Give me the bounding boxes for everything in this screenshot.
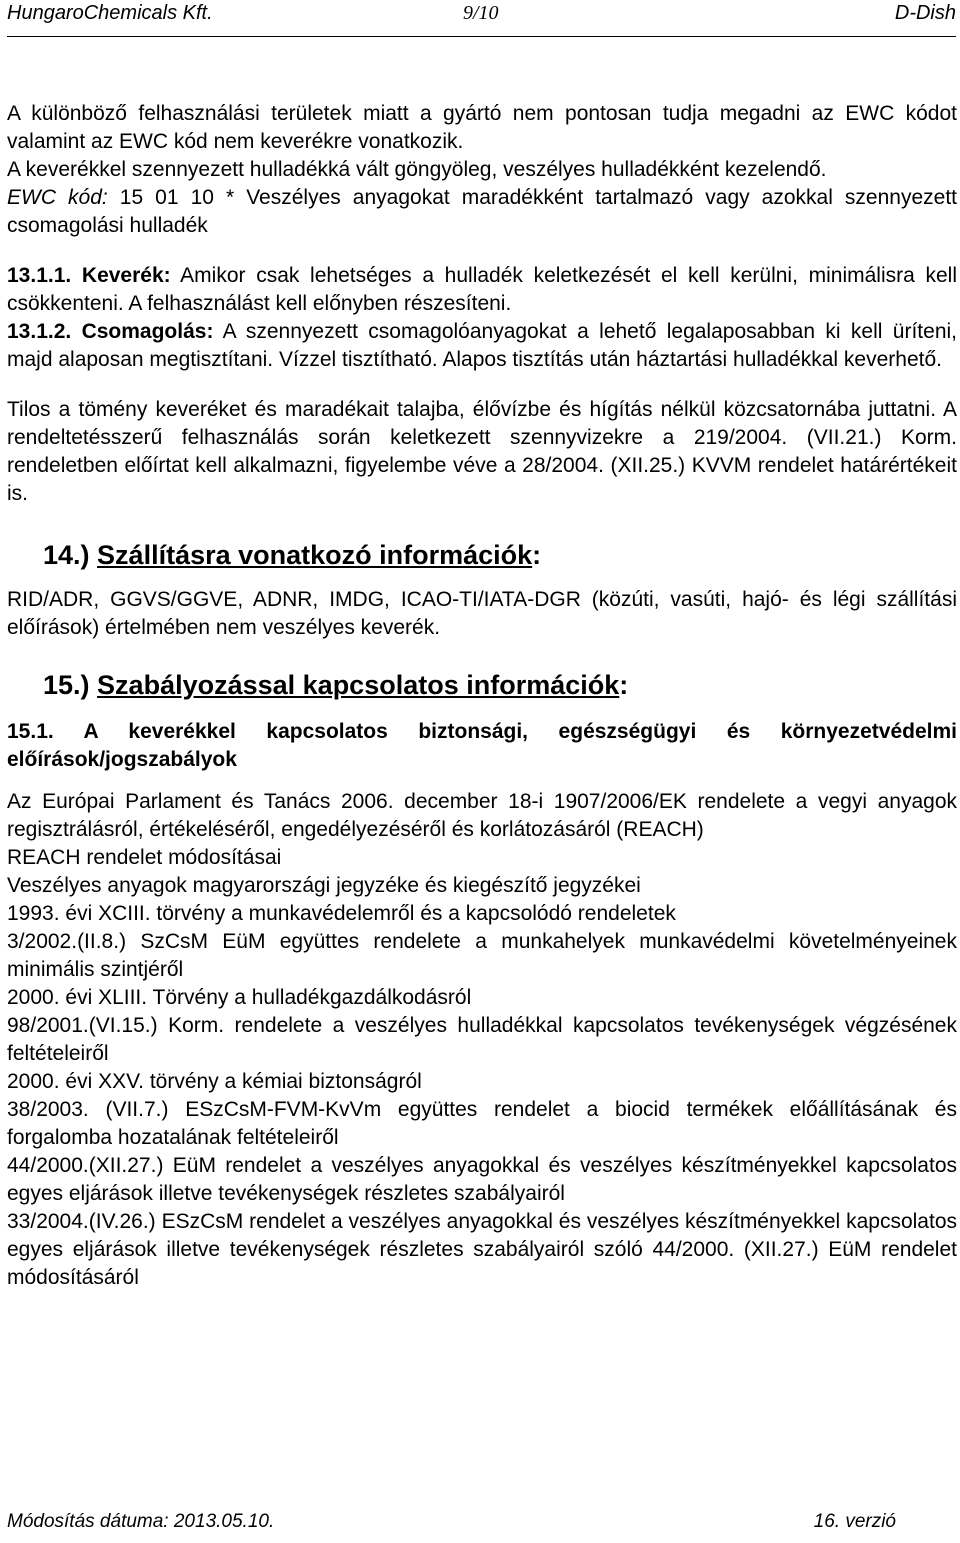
section-14-number: 14.) (43, 540, 90, 570)
page-header (7, 0, 956, 37)
section-15-colon: : (619, 670, 629, 700)
ewc-code-text: 15 01 10 * Veszélyes anyagokat maradékként tartalmazó vagy azokkal szennyezett csomagolási hulladék (7, 186, 957, 237)
section-14-heading (43, 538, 957, 572)
paragraph-ewc-code (7, 184, 957, 240)
section-14-colon: : (532, 540, 542, 570)
section-15-heading (43, 668, 957, 702)
section-14-title: Szállításra vonatkozó információk (97, 540, 533, 570)
regulation-item: 2000. évi XXV. törvény a kémiai biztonságról (7, 1070, 422, 1093)
product-name: D-Dish (894, 2, 956, 24)
regulation-item: Veszélyes anyagok magyarországi jegyzéke és kiegészítő jegyzékei (7, 874, 641, 897)
packaging-label: 13.1.2. Csomagolás: (7, 320, 214, 343)
regulation-list (7, 788, 957, 1292)
regulation-item: Az Európai Parlament és Tanács 2006. december 18-i 1907/2006/EK rendelete a vegyi anyagok regisztrálásról, értékeléséről, engedélyezéséről és korlátozásáról (REACH) (7, 790, 957, 841)
mixture-waste-text: Amikor csak lehetséges a hulladék keletkezését el kell kerülni, minimálisra kell csökkenteni. A felhasználást kell előnyben részesíteni. (7, 264, 957, 315)
ewc-code-label: EWC kód: (7, 186, 108, 209)
paragraph-mixture-waste (7, 262, 957, 318)
section-15-title: Szabályozással kapcsolatos információk (97, 670, 620, 700)
regulation-item: 3/2002.(II.8.) SzCsM EüM együttes rendelete a munkahelyek munkavédelmi követelményeinek minimális szintjéről (7, 930, 957, 981)
version-number: 16. verzió (813, 1511, 896, 1532)
section-15-number: 15.) (43, 670, 90, 700)
regulation-item: 44/2000.(XII.27.) EüM rendelet a veszélyes anyagokkal és veszélyes készítményekkel kapcsolatos egyes eljárások illetve tevékenységek részletes szabályairól (7, 1154, 957, 1205)
page-number: 9/10 (463, 2, 499, 24)
paragraph-ewc-note: A különböző felhasználási területek miatt a gyártó nem pontosan tudja megadni az EWC kódot valamint az EWC kód nem keverékre vonatkozik. (7, 102, 957, 153)
regulation-item: 2000. évi XLIII. Törvény a hulladékgazdálkodásról (7, 986, 472, 1009)
company-name: HungaroChemicals Kft. (7, 2, 213, 24)
modification-date: Módosítás dátuma: 2013.05.10. (7, 1511, 275, 1532)
regulation-item: 98/2001.(VI.15.) Korm. rendelete a veszélyes hulladékkal kapcsolatos tevékenységek végzésének feltételeiről (7, 1014, 957, 1065)
document-body (7, 100, 957, 1292)
regulation-item: 33/2004.(IV.26.) ESzCsM rendelet a veszélyes anyagokkal és veszélyes készítményekkel kapcsolatos egyes eljárások illetve tevékenységek részletes szabályairól szóló 44/2000. (XII.27.) EüM rendelet módosításáról (7, 1210, 957, 1289)
section-14-text: RID/ADR, GGVS/GGVE, ADNR, IMDG, ICAO-TI/IATA-DGR (közúti, vasúti, hajó- és légi szállítási előírások) értelmében nem veszélyes keverék. (7, 588, 957, 639)
regulation-item: REACH rendelet módosításai (7, 846, 282, 869)
packaging-text: A szennyezett csomagolóanyagokat a lehető legalaposabban ki kell üríteni, majd alaposan megtisztítani. Vízzel tisztítható. Alapos tisztítás után háztartási hulladékkal keverhető. (7, 320, 957, 371)
regulation-item: 1993. évi XCIII. törvény a munkavédelemről és a kapcsolódó rendeletek (7, 902, 676, 925)
mixture-waste-label: 13.1.1. Keverék: (7, 264, 171, 287)
paragraph-packaging (7, 318, 957, 374)
paragraph-prohibition: Tilos a tömény keveréket és maradékait talajba, élővízbe és hígítás nélkül közcsatornába juttatni. A rendeltetésszerű felhasználás során keletkezett szennyvizekre a 219/2004. (VII.21.) Korm. rendeletben előírtat kell alkalmazni, figyelembe véve a 28/2004. (XII.25.) KVVM rendelet határértékeit is. (7, 398, 957, 505)
regulation-item: 38/2003. (VII.7.) ESzCsM-FVM-KvVm együttes rendelet a biocid termékek előállításának és forgalomba hozatalának feltételeiről (7, 1098, 957, 1149)
section-15-1-title: 15.1. A keverékkel kapcsolatos biztonsági, egészségügyi és környezetvédelmi előírások/jogszabályok (7, 720, 957, 771)
paragraph-packaging-waste: A keverékkel szennyezett hulladékká vált göngyöleg, veszélyes hulladékként kezelendő. (7, 158, 827, 181)
